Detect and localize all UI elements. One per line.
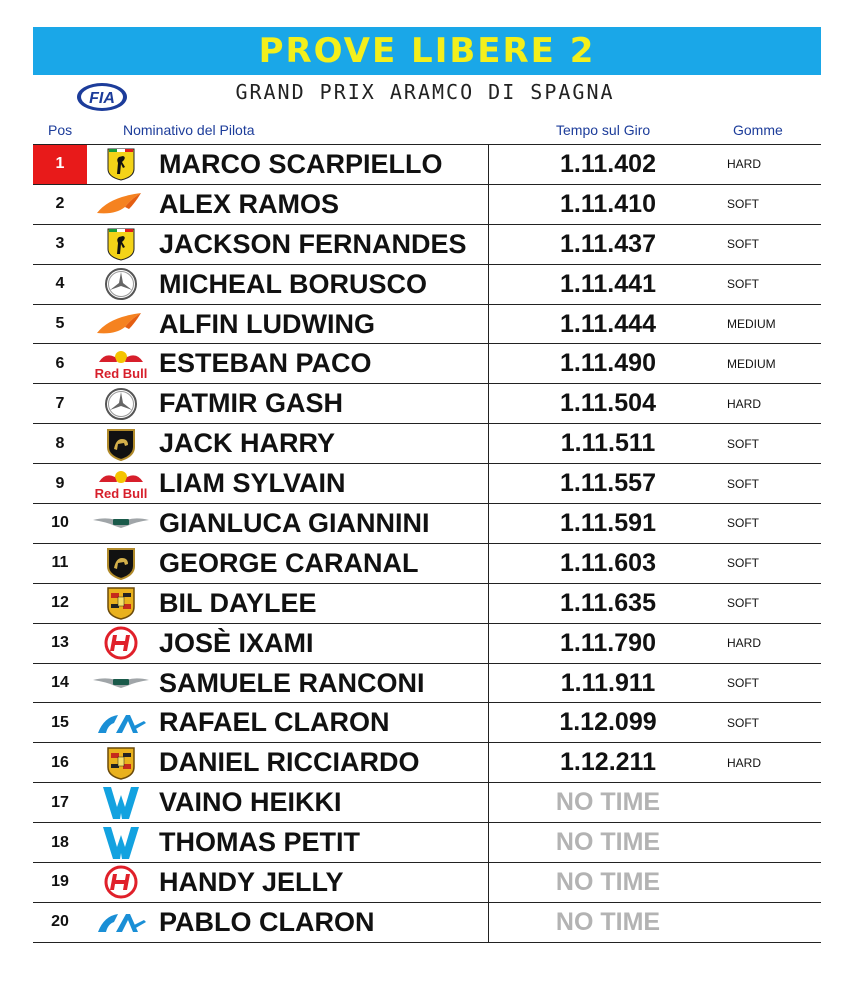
fia-logo-icon bbox=[76, 82, 128, 112]
tyre-compound bbox=[727, 823, 821, 862]
lap-time: 1.11.635 bbox=[560, 588, 656, 617]
position-cell: 19 bbox=[51, 873, 69, 891]
table-row bbox=[33, 185, 821, 225]
lap-time: 1.12.211 bbox=[560, 748, 656, 777]
position-cell: 1 bbox=[33, 145, 87, 184]
haas-logo-icon bbox=[87, 624, 155, 663]
driver-name: ALFIN LUDWING bbox=[155, 305, 489, 344]
results-table bbox=[33, 144, 821, 943]
table-row bbox=[33, 424, 821, 464]
lap-time: 1.11.410 bbox=[560, 189, 656, 218]
page-title: PROVE LIBERE 2 bbox=[258, 31, 596, 71]
driver-name: PABLO CLARON bbox=[155, 903, 489, 942]
tyre-compound: HARD bbox=[727, 157, 762, 172]
table-row bbox=[33, 823, 821, 863]
lamborghini-logo-icon bbox=[87, 424, 155, 463]
lap-time: 1.11.911 bbox=[560, 668, 656, 697]
table-row bbox=[33, 305, 821, 345]
lap-time: NO TIME bbox=[555, 907, 661, 936]
driver-name: ESTEBAN PACO bbox=[155, 344, 489, 383]
driver-name: THOMAS PETIT bbox=[155, 823, 489, 862]
tyre-compound: HARD bbox=[727, 755, 762, 770]
tyre-compound: SOFT bbox=[727, 277, 759, 292]
redbull-logo-icon bbox=[87, 344, 155, 383]
tyre-compound: SOFT bbox=[727, 516, 759, 531]
position-cell: 8 bbox=[55, 434, 65, 452]
lap-time: 1.11.437 bbox=[560, 229, 656, 258]
tyre-compound: SOFT bbox=[727, 237, 759, 252]
column-header-driver: Nominativo del Pilota bbox=[123, 122, 255, 138]
driver-name: BIL DAYLEE bbox=[155, 584, 489, 623]
svg-text:Red Bull: Red Bull bbox=[94, 365, 148, 380]
table-row bbox=[33, 265, 821, 305]
tyre-compound: HARD bbox=[727, 636, 762, 651]
driver-name: MARCO SCARPIELLO bbox=[155, 145, 489, 184]
position-cell: 10 bbox=[51, 514, 69, 532]
driver-name: JOSÈ IXAMI bbox=[155, 624, 489, 663]
column-header-tyre: Gomme bbox=[733, 122, 783, 138]
position-cell: 7 bbox=[55, 394, 65, 412]
lap-time: NO TIME bbox=[555, 828, 661, 857]
lap-time: 1.11.557 bbox=[560, 469, 656, 498]
tyre-compound: HARD bbox=[727, 396, 762, 411]
lap-time: 1.11.790 bbox=[560, 628, 656, 657]
position-cell: 6 bbox=[55, 354, 65, 372]
tyre-compound: SOFT bbox=[727, 436, 759, 451]
title-banner bbox=[33, 27, 821, 75]
position-cell: 4 bbox=[55, 275, 65, 293]
lap-time: 1.11.402 bbox=[560, 149, 656, 178]
column-header-pos: Pos bbox=[48, 122, 73, 138]
tyre-compound: SOFT bbox=[727, 197, 759, 212]
lamborghini-logo-icon bbox=[87, 544, 155, 583]
lap-time: 1.11.511 bbox=[560, 429, 656, 458]
table-row bbox=[33, 145, 821, 185]
position-cell: 12 bbox=[51, 594, 69, 612]
williams-logo-icon bbox=[87, 823, 155, 862]
page-subtitle: GRAND PRIX ARAMCO DI SPAGNA bbox=[235, 80, 615, 104]
position-cell: 9 bbox=[55, 474, 65, 492]
position-cell: 5 bbox=[55, 315, 65, 332]
astonmartin-logo-icon bbox=[87, 504, 155, 543]
position-cell: 15 bbox=[51, 713, 69, 731]
williams-logo-icon bbox=[87, 783, 155, 822]
table-row bbox=[33, 783, 821, 823]
table-row bbox=[33, 504, 821, 544]
svg-text:Red Bull: Red Bull bbox=[94, 485, 148, 500]
driver-name: RAFAEL CLARON bbox=[155, 703, 489, 742]
ferrari-logo-icon bbox=[87, 145, 155, 184]
table-row bbox=[33, 664, 821, 704]
tyre-compound: SOFT bbox=[727, 596, 759, 611]
ferrari-logo-icon bbox=[87, 225, 155, 264]
driver-name: JACKSON FERNANDES bbox=[155, 225, 489, 264]
driver-name: MICHEAL BORUSCO bbox=[155, 265, 489, 304]
table-row bbox=[33, 903, 821, 943]
lap-time: NO TIME bbox=[555, 867, 661, 896]
lap-time: 1.11.591 bbox=[560, 508, 656, 537]
tyre-compound bbox=[727, 903, 821, 942]
tyre-compound: SOFT bbox=[727, 676, 759, 691]
alpine-logo-icon bbox=[87, 903, 155, 942]
position-cell: 3 bbox=[55, 235, 65, 253]
lap-time: 1.11.603 bbox=[560, 548, 656, 577]
driver-name: HANDY JELLY bbox=[155, 863, 489, 902]
astonmartin-logo-icon bbox=[87, 664, 155, 703]
redbull-logo-icon bbox=[87, 464, 155, 503]
haas-logo-icon bbox=[87, 863, 155, 902]
driver-name: LIAM SYLVAIN bbox=[155, 464, 489, 503]
position-cell: 14 bbox=[51, 674, 69, 692]
position-cell: 13 bbox=[51, 634, 69, 652]
position-cell: 17 bbox=[51, 793, 69, 811]
driver-name: SAMUELE RANCONI bbox=[155, 664, 489, 703]
table-row bbox=[33, 344, 821, 384]
driver-name: FATMIR GASH bbox=[155, 384, 489, 423]
table-row bbox=[33, 624, 821, 664]
tyre-compound: MEDIUM bbox=[727, 356, 776, 371]
driver-name: GEORGE CARANAL bbox=[155, 544, 489, 583]
driver-name: DANIEL RICCIARDO bbox=[155, 743, 489, 782]
mclaren-logo-icon bbox=[87, 185, 155, 224]
lap-time: 1.12.099 bbox=[559, 708, 657, 737]
driver-name: ALEX RAMOS bbox=[155, 185, 489, 224]
mercedes-logo-icon bbox=[87, 384, 155, 423]
alpine-logo-icon bbox=[87, 703, 155, 742]
table-row bbox=[33, 584, 821, 624]
table-row bbox=[33, 863, 821, 903]
driver-name: GIANLUCA GIANNINI bbox=[155, 504, 489, 543]
fia-logo-text: FIA bbox=[89, 90, 115, 107]
driver-name: VAINO HEIKKI bbox=[155, 783, 489, 822]
tyre-compound: SOFT bbox=[727, 715, 759, 730]
porsche-logo-icon bbox=[87, 743, 155, 782]
table-row bbox=[33, 743, 821, 783]
position-cell: 11 bbox=[51, 554, 69, 572]
lap-time: 1.11.441 bbox=[560, 269, 656, 298]
table-row bbox=[33, 384, 821, 424]
position-cell: 20 bbox=[51, 913, 69, 931]
lap-time: 1.11.490 bbox=[560, 349, 656, 378]
mclaren-logo-icon bbox=[87, 305, 155, 344]
tyre-compound bbox=[727, 783, 821, 822]
mercedes-logo-icon bbox=[87, 265, 155, 304]
porsche-logo-icon bbox=[87, 584, 155, 623]
column-header-time: Tempo sul Giro bbox=[556, 122, 651, 138]
position-cell: 2 bbox=[55, 195, 65, 213]
driver-name: JACK HARRY bbox=[155, 424, 489, 463]
table-row bbox=[33, 225, 821, 265]
table-row bbox=[33, 544, 821, 584]
position-cell: 18 bbox=[51, 833, 69, 851]
tyre-compound: SOFT bbox=[727, 556, 759, 571]
lap-time: 1.11.444 bbox=[560, 309, 656, 338]
table-row bbox=[33, 464, 821, 504]
position-cell: 16 bbox=[51, 753, 69, 771]
lap-time: NO TIME bbox=[555, 788, 661, 817]
lap-time: 1.11.504 bbox=[560, 389, 656, 418]
tyre-compound bbox=[727, 863, 821, 902]
tyre-compound: MEDIUM bbox=[727, 317, 776, 331]
table-row bbox=[33, 703, 821, 743]
tyre-compound: SOFT bbox=[727, 476, 759, 491]
